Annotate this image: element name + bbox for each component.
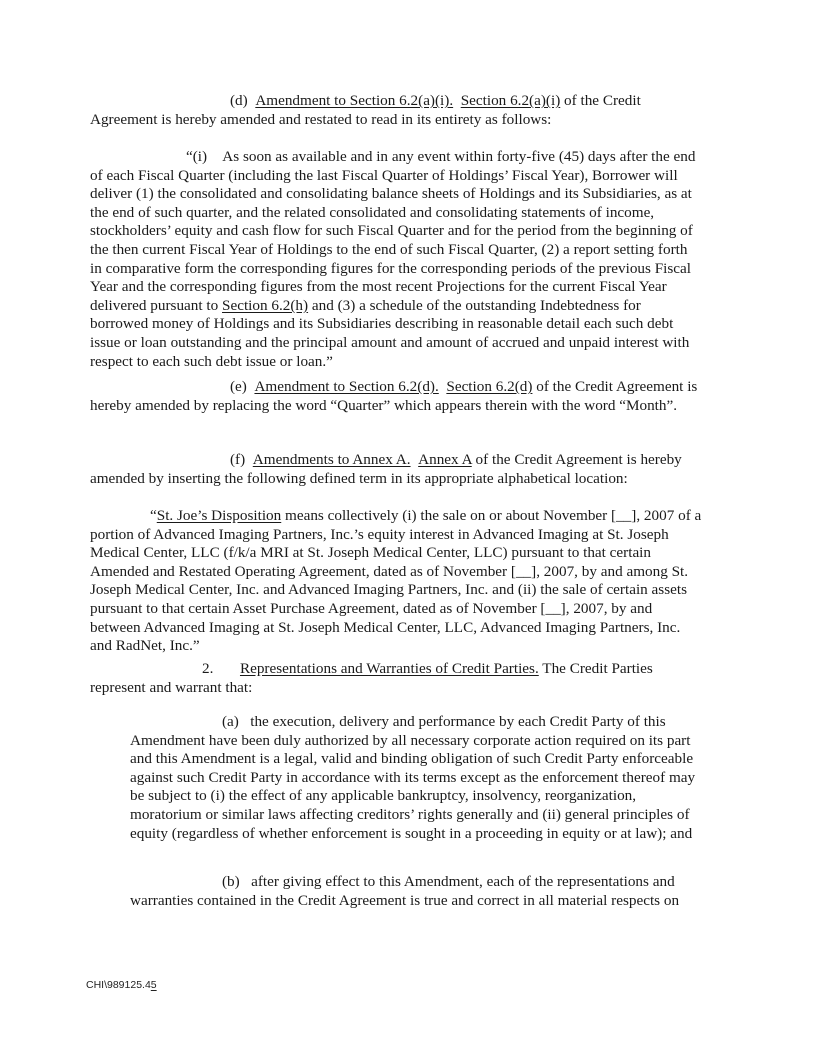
paragraph-d-number: (d) xyxy=(230,92,248,109)
section-2-text: The Credit Parties represent and warrant that: xyxy=(90,660,653,696)
paragraph-f-number: (f) xyxy=(230,451,246,468)
paragraph-e-heading: Amendment to Section 6.2(d). xyxy=(254,378,439,395)
document-id: CHI\989125.4 xyxy=(86,979,151,991)
quoted-clause-i-text: “(i) As soon as available and in any event within forty-five (45) days after the end of each Fiscal Quarter (including the last Fiscal Quarter of Holdings’ Fiscal Year), Borrower will deliver (1) the consolidated and consolidating balance sheets of Holdings and its Subsidiaries, as at the end of such quarter, and the related consolidated and consolidating statements of income, stockholders’ equity and cash flow for such Fiscal Quarter and for the period from the beginning of the then current Fiscal Year of Holdings to the end of such Fiscal Quarter, (2) a report setting forth in comparative form the corresponding figures for the corresponding periods of the previous Fiscal Year and the corresponding figures from the most recent Projections for the current Fiscal Year delivered pursuant to xyxy=(90,148,696,314)
definition-open-quote: “ xyxy=(150,507,157,524)
page-number: 5 xyxy=(150,979,157,991)
defined-term: St. Joe’s Disposition xyxy=(156,507,282,524)
definition-text: means collectively (i) the sale on or about November [__], 2007 of a portion of Advanced Imaging Partners, Inc.’s equity interest in Advanced Imaging at St. Joseph Medical Center, LLC (f/k/a MRI at St. Joseph Medical Center, LLC) pursuant to that certain Amended and Restated Operating Agreement, dated as of November [__], 2007, by and among St. Joseph Medical Center, Inc. and Advanced Imaging Partners, Inc. and (ii) the sale of certain assets pursuant to that certain Asset Purchase Agreement, dated as of November [__], 2007, by and between Advanced Imaging at St. Joseph Medical Center, LLC, Advanced Imaging Partners, Inc. and RadNet, Inc.” xyxy=(90,507,702,655)
document-footer xyxy=(86,976,157,995)
paragraph-e-text: of the Credit Agreement is hereby amended by replacing the word “Quarter” which appears therein with the word “Month”. xyxy=(90,378,698,414)
paragraph-e-number: (e) xyxy=(230,378,247,395)
section-2-number: 2. xyxy=(202,660,214,677)
paragraph-f-reference: Annex A xyxy=(418,451,472,468)
paragraph-e-reference: Section 6.2(d) xyxy=(446,378,533,395)
paragraph-d-heading: Amendment to Section 6.2(a)(i). xyxy=(255,92,454,109)
quoted-clause-i-reference: Section 6.2(h) xyxy=(222,296,309,314)
section-2-heading: Representations and Warranties of Credit Parties. xyxy=(239,660,539,677)
paragraph-a xyxy=(130,713,702,843)
quoted-clause-i xyxy=(90,148,702,371)
section-2 xyxy=(90,660,702,697)
paragraph-d xyxy=(90,92,702,129)
paragraph-a-text: (a) the execution, delivery and performance by each Credit Party of this Amendment have been duly authorized by all necessary corporate action required on its part and this Amendment is a legal, valid and binding obligation of such Credit Party enforceable against such Credit Party in accordance with its terms except as the enforcement thereof may be subject to (i) the effect of any applicable bankruptcy, insolvency, reorganization, moratorium or similar laws affecting creditors’ rights generally and (ii) general principles of equity (regardless of whether enforcement is sought in a proceeding in equity or at law); and xyxy=(130,713,696,842)
paragraph-b-text: (b) after giving effect to this Amendment, each of the representations and warranties contained in the Credit Agreement is true and correct in all material respects on xyxy=(130,873,680,909)
paragraph-d-text: of the Credit Agreement is hereby amended and restated to read in its entirety as follows: xyxy=(90,92,641,128)
paragraph-b xyxy=(130,873,702,910)
paragraph-f-heading: Amendments to Annex A. xyxy=(252,451,411,468)
paragraph-d-reference: Section 6.2(a)(i) xyxy=(460,92,561,109)
definition-st-joes-disposition xyxy=(90,507,702,656)
paragraph-e xyxy=(90,378,702,415)
paragraph-f xyxy=(90,451,702,488)
quoted-clause-i-tail: and (3) a schedule of the outstanding Indebtedness for borrowed money of Holdings and its Subsidiaries describing in reasonable detail each such debt issue or loan outstanding and the principal amount and amount of accrued and unpaid interest with respect to each such debt issue or loan.” xyxy=(90,296,690,370)
paragraph-f-text: of the Credit Agreement is hereby amended by inserting the following defined term in its appropriate alphabetical location: xyxy=(90,451,682,487)
